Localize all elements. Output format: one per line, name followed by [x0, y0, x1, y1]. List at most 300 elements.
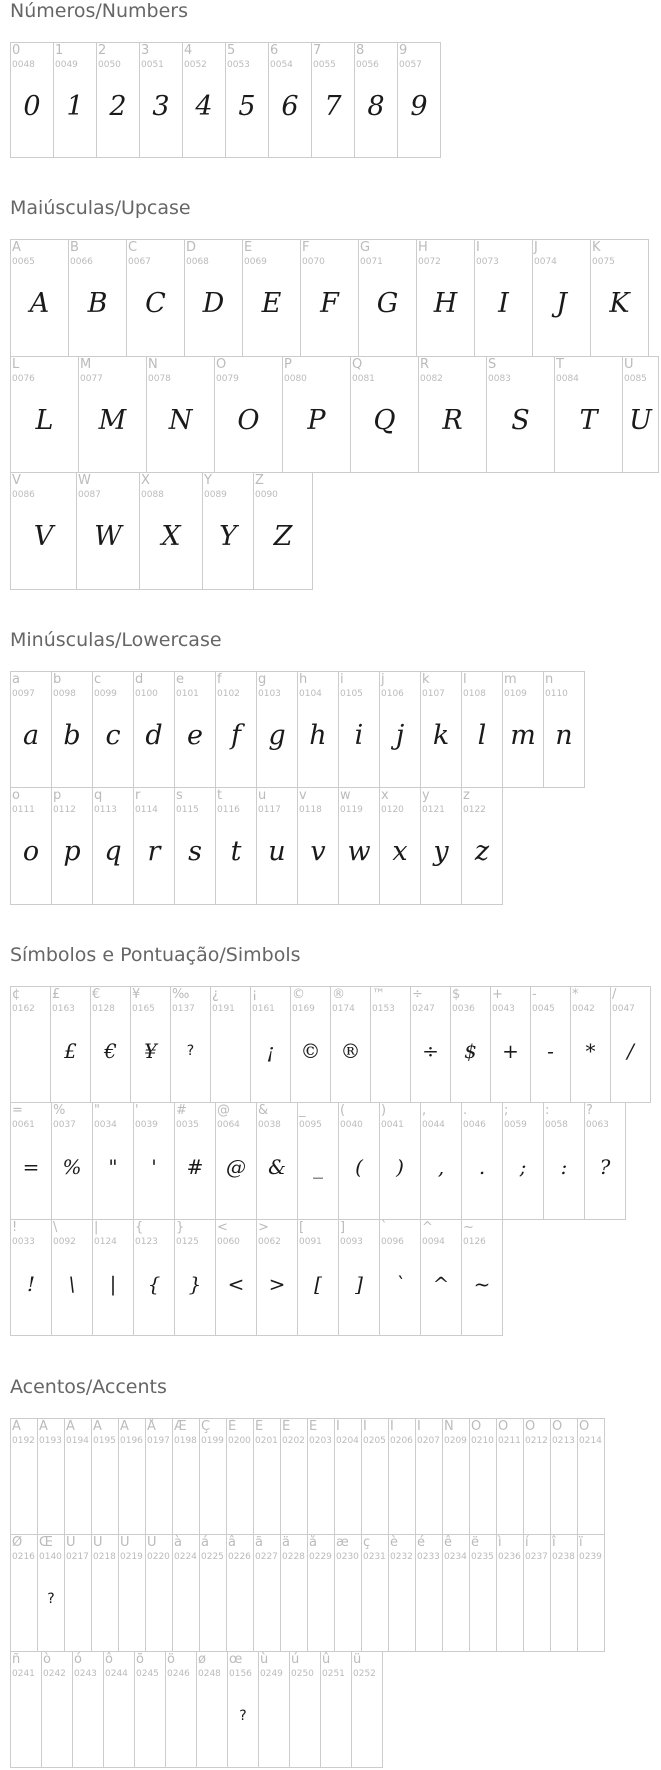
glyph-code: 0250 — [291, 1669, 314, 1679]
glyph-character: a — [12, 672, 20, 687]
glyph-character: Ã — [93, 1419, 102, 1434]
glyph-cell — [282, 356, 351, 473]
glyph-cell — [334, 1534, 362, 1652]
glyph-character: % — [53, 1103, 66, 1118]
glyph-character: e — [176, 672, 184, 687]
glyph-cell — [90, 986, 131, 1103]
glyph-cell — [51, 1219, 93, 1336]
glyph-sample: ¥ — [144, 1039, 157, 1063]
glyph-code: 0227 — [255, 1552, 278, 1562]
glyph-character: Ò — [471, 1419, 482, 1434]
glyph-cell — [461, 1102, 503, 1220]
glyph-code: 0205 — [363, 1436, 386, 1446]
glyph-code: 0080 — [284, 374, 307, 384]
glyph-character: Ú — [93, 1535, 103, 1550]
glyph-sample: Q — [373, 405, 396, 436]
glyph-character: T — [556, 357, 564, 372]
glyph-cell — [10, 1534, 38, 1652]
glyph-code: 0040 — [340, 1120, 363, 1130]
glyph-sample: u — [268, 836, 286, 867]
glyph-cell — [338, 787, 380, 905]
glyph-code: 0162 — [12, 1004, 35, 1014]
glyph-cell — [268, 42, 312, 158]
glyph-character: w — [340, 788, 351, 803]
glyph-sample: G — [376, 288, 399, 319]
glyph-cell — [523, 1534, 551, 1652]
glyph-sample: h — [309, 720, 327, 751]
glyph-character: q — [94, 788, 103, 803]
glyph-character: ø — [198, 1652, 206, 1667]
glyph-character: + — [492, 987, 503, 1002]
glyph-cell — [420, 787, 462, 905]
glyph-cell — [92, 1102, 134, 1220]
glyph-cell — [174, 1219, 216, 1336]
glyph-character: B — [70, 240, 79, 255]
glyph-cell — [118, 1534, 146, 1652]
glyph-cell — [415, 1418, 443, 1535]
glyph-cell — [461, 787, 503, 905]
glyph-character: õ — [136, 1652, 144, 1667]
glyph-code: 0097 — [12, 689, 35, 699]
glyph-character: ú — [291, 1652, 300, 1667]
glyph-character: ? — [586, 1103, 593, 1118]
glyph-code: 0048 — [12, 60, 35, 70]
glyph-sample: C — [145, 288, 166, 319]
glyph-cell — [577, 1534, 605, 1652]
glyph-character: c — [94, 672, 102, 687]
glyph-sample: v — [310, 836, 326, 867]
glyph-cell — [397, 42, 441, 158]
glyph-cell — [10, 1102, 52, 1220]
glyph-sample: ! — [26, 1272, 36, 1296]
glyph-cell — [577, 1418, 605, 1535]
glyph-character: ¢ — [12, 987, 21, 1002]
glyph-character: ; — [504, 1103, 509, 1118]
glyph-cell — [442, 1534, 470, 1652]
glyph-sample: a — [22, 720, 40, 751]
glyph-cell — [330, 986, 371, 1103]
glyph-cell — [256, 1102, 298, 1220]
glyph-code: 0165 — [132, 1004, 155, 1014]
glyph-sample: | — [109, 1272, 117, 1296]
glyph-code: 0218 — [93, 1552, 116, 1562]
glyph-code: 0083 — [488, 374, 511, 384]
glyph-code: 0066 — [70, 257, 93, 267]
glyph-character: 4 — [184, 43, 193, 58]
glyph-cell — [10, 356, 79, 473]
glyph-character: Ä — [120, 1419, 129, 1434]
glyph-code: 0247 — [412, 1004, 435, 1014]
glyph-character: ^ — [422, 1220, 433, 1235]
glyph-code: 0242 — [43, 1669, 66, 1679]
glyph-cell — [388, 1534, 416, 1652]
glyph-cell — [172, 1418, 200, 1535]
glyph-cell — [297, 1219, 339, 1336]
glyph-code: 0109 — [504, 689, 527, 699]
glyph-character: A — [12, 240, 21, 255]
glyph-cell — [420, 1102, 462, 1220]
glyph-cell — [53, 42, 97, 158]
glyph-code: 0072 — [418, 257, 441, 267]
glyph-cell — [351, 1651, 383, 1768]
glyph-code: 0073 — [476, 257, 499, 267]
glyph-code: 0052 — [184, 60, 207, 70]
glyph-code: 0193 — [39, 1436, 62, 1446]
glyph-character: ï — [579, 1535, 583, 1550]
glyph-code: 0108 — [463, 689, 486, 699]
glyph-sample: ® — [340, 1039, 361, 1063]
glyph-character: x — [381, 788, 389, 803]
glyph-sample: ¡ — [266, 1039, 275, 1063]
glyph-code: 0094 — [422, 1237, 445, 1247]
glyph-sample: d — [145, 720, 163, 751]
glyph-cell — [72, 1651, 104, 1768]
glyph-sample: 0 — [23, 91, 41, 122]
glyph-code: 0090 — [255, 490, 278, 500]
glyph-cell — [532, 239, 591, 357]
glyph-code: 0169 — [292, 1004, 315, 1014]
glyph-character: Â — [66, 1419, 75, 1434]
glyph-code: 0110 — [545, 689, 568, 699]
glyph-sample: < — [227, 1272, 245, 1296]
glyph-sample: £ — [64, 1039, 77, 1063]
glyph-code: 0058 — [545, 1120, 568, 1130]
glyph-character: ÷ — [412, 987, 423, 1002]
glyph-character: I — [476, 240, 480, 255]
glyph-cell — [51, 671, 93, 788]
glyph-code: 0195 — [93, 1436, 116, 1446]
glyph-character: Å — [147, 1419, 156, 1434]
glyph-code: 0114 — [135, 805, 158, 815]
glyph-sample: , — [437, 1155, 445, 1179]
glyph-cell — [76, 472, 140, 590]
glyph-code: 0050 — [98, 60, 121, 70]
glyph-code: 0204 — [336, 1436, 359, 1446]
accents-section-title: Acentos/Accents — [10, 1376, 167, 1398]
glyph-code: 0228 — [282, 1552, 305, 1562]
glyph-code: 0054 — [270, 60, 293, 70]
glyph-cell — [461, 1219, 503, 1336]
glyph-cell — [554, 356, 623, 473]
glyph-character: ™ — [372, 987, 385, 1002]
glyph-sample: 1 — [66, 91, 84, 122]
glyph-cell — [10, 42, 54, 158]
glyph-cell — [10, 1651, 42, 1768]
glyph-cell — [92, 787, 134, 905]
glyph-character: ì — [498, 1535, 502, 1550]
glyph-code: 0092 — [53, 1237, 76, 1247]
glyph-sample: ] — [355, 1272, 363, 1296]
glyph-code: 0219 — [120, 1552, 143, 1562]
glyph-character: ö — [167, 1652, 175, 1667]
glyph-sample: 4 — [195, 91, 213, 122]
glyph-cell — [550, 1418, 578, 1535]
glyph-code: 0111 — [12, 805, 35, 815]
glyph-sample: I — [498, 288, 509, 319]
glyph-cell — [37, 1418, 65, 1535]
glyph-character: u — [258, 788, 267, 803]
glyph-sample: D — [202, 288, 225, 319]
glyph-cell — [210, 986, 251, 1103]
glyph-code: 0116 — [217, 805, 240, 815]
glyph-cell — [145, 1534, 173, 1652]
glyph-character: * — [572, 987, 579, 1002]
glyph-sample: [ — [314, 1272, 322, 1296]
glyph-character: È — [228, 1419, 237, 1434]
glyph-character: l — [463, 672, 467, 687]
glyph-code: 0209 — [444, 1436, 467, 1446]
glyph-cell — [10, 986, 51, 1103]
glyph-cell — [570, 986, 611, 1103]
glyph-sample: w — [347, 836, 371, 867]
glyph-code: 0128 — [92, 1004, 115, 1014]
glyph-character: æ — [336, 1535, 349, 1550]
glyph-cell — [10, 1219, 52, 1336]
upcase-section-title: Maiúsculas/Upcase — [10, 197, 191, 219]
glyph-cell — [182, 42, 226, 158]
glyph-code: 0212 — [525, 1436, 548, 1446]
glyph-sample: k — [432, 720, 450, 751]
glyph-code: 0084 — [556, 374, 579, 384]
glyph-code: 0237 — [525, 1552, 548, 1562]
glyph-sample: : — [560, 1155, 568, 1179]
glyph-character: { — [135, 1220, 144, 1235]
glyph-sample: ( — [355, 1155, 363, 1179]
glyph-sample: K — [609, 288, 630, 319]
glyph-cell — [41, 1651, 73, 1768]
glyph-character: & — [258, 1103, 269, 1118]
glyph-cell — [227, 1651, 259, 1768]
glyph-code: 0241 — [12, 1669, 35, 1679]
glyph-cell — [242, 239, 301, 357]
glyph-cell — [96, 42, 140, 158]
glyph-character: Ñ — [444, 1419, 454, 1434]
glyph-sample: o — [22, 836, 40, 867]
glyph-code: 0243 — [74, 1669, 97, 1679]
glyph-code: 0044 — [422, 1120, 445, 1130]
glyph-character: _ — [299, 1103, 306, 1118]
glyph-code: 0225 — [201, 1552, 224, 1562]
glyph-cell — [297, 671, 339, 788]
glyph-character: œ — [229, 1652, 243, 1667]
glyph-cell — [253, 472, 313, 590]
glyph-character: ç — [363, 1535, 371, 1550]
glyph-code: 0248 — [198, 1669, 221, 1679]
glyph-cell — [256, 787, 298, 905]
glyph-cell — [320, 1651, 352, 1768]
glyph-cell — [474, 239, 533, 357]
glyph-sample: A — [29, 288, 50, 319]
glyph-code: 0103 — [258, 689, 281, 699]
glyph-character: h — [299, 672, 308, 687]
glyph-cell — [215, 1219, 257, 1336]
glyph-code: 0202 — [282, 1436, 305, 1446]
glyph-code: 0214 — [579, 1436, 602, 1446]
glyph-code: 0075 — [592, 257, 615, 267]
glyph-cell — [215, 787, 257, 905]
glyph-character: 2 — [98, 43, 107, 58]
glyph-code: 0126 — [463, 1237, 486, 1247]
glyph-character: N — [148, 357, 158, 372]
glyph-code: 0056 — [356, 60, 379, 70]
glyph-code: 0057 — [399, 60, 422, 70]
glyph-code: 0091 — [299, 1237, 322, 1247]
glyph-code: 0102 — [217, 689, 240, 699]
glyph-character: X — [141, 473, 150, 488]
glyph-character: £ — [52, 987, 61, 1002]
glyph-cell — [280, 1418, 308, 1535]
glyph-sample: { — [147, 1272, 161, 1296]
glyph-cell — [442, 1418, 470, 1535]
glyph-cell — [174, 671, 216, 788]
glyph-cell — [415, 1534, 443, 1652]
glyph-code: 0099 — [94, 689, 117, 699]
glyph-character: ë — [471, 1535, 479, 1550]
glyph-code: 0213 — [552, 1436, 575, 1446]
glyph-code: 0098 — [53, 689, 76, 699]
glyph-code: 0192 — [12, 1436, 35, 1446]
glyph-cell — [199, 1418, 227, 1535]
glyph-cell — [256, 671, 298, 788]
glyph-character: J — [534, 240, 538, 255]
glyph-code: 0065 — [12, 257, 35, 267]
glyph-code: 0174 — [332, 1004, 355, 1014]
glyph-character: n — [545, 672, 554, 687]
glyph-character: F — [302, 240, 310, 255]
glyph-code: 0252 — [353, 1669, 376, 1679]
glyph-code: 0096 — [381, 1237, 404, 1247]
glyph-character: ! — [12, 1220, 18, 1235]
glyph-code: 0224 — [174, 1552, 197, 1562]
glyph-code: 0124 — [94, 1237, 117, 1247]
glyph-code: 0064 — [217, 1120, 240, 1130]
glyph-code: 0229 — [309, 1552, 332, 1562]
glyph-cell — [338, 1102, 380, 1220]
glyph-cell — [165, 1651, 197, 1768]
glyph-code: 0081 — [352, 374, 375, 384]
glyph-sample: 7 — [324, 91, 342, 122]
glyph-cell — [379, 787, 421, 905]
glyph-code: 0067 — [128, 257, 151, 267]
glyph-sample: F — [320, 288, 339, 319]
glyph-cell — [215, 671, 257, 788]
glyph-cell — [290, 986, 331, 1103]
glyph-code: 0194 — [66, 1436, 89, 1446]
glyph-sample: @ — [226, 1155, 246, 1179]
glyph-character: > — [258, 1220, 269, 1235]
glyph-sample: m — [510, 720, 536, 751]
glyph-code: 0235 — [471, 1552, 494, 1562]
glyph-cell — [502, 1102, 544, 1220]
glyph-sample: J — [556, 288, 567, 319]
glyph-code: 0055 — [313, 60, 336, 70]
glyph-code: 0069 — [244, 257, 267, 267]
glyph-character: \ — [53, 1220, 58, 1235]
glyph-cell — [50, 986, 91, 1103]
glyph-sample: i — [354, 720, 364, 751]
glyph-character: p — [53, 788, 62, 803]
glyph-code: 0236 — [498, 1552, 521, 1562]
glyph-code: 0196 — [120, 1436, 143, 1446]
glyph-character: À — [12, 1419, 21, 1434]
glyph-character: 1 — [55, 43, 64, 58]
glyph-character: f — [217, 672, 222, 687]
glyph-code: 0163 — [52, 1004, 75, 1014]
glyph-sample: ^ — [432, 1272, 450, 1296]
glyph-cell — [130, 986, 171, 1103]
glyph-sample: 6 — [281, 91, 299, 122]
glyph-character: â — [228, 1535, 236, 1550]
glyph-sample: y — [433, 836, 449, 867]
glyph-sample: ? — [239, 1708, 247, 1724]
glyph-character: ' — [135, 1103, 139, 1118]
glyph-character: ã — [255, 1535, 263, 1550]
glyph-code: 0220 — [147, 1552, 170, 1562]
glyph-sample: & — [268, 1155, 286, 1179]
glyph-code: 0156 — [229, 1669, 252, 1679]
glyph-cell — [379, 1102, 421, 1220]
glyph-cell — [51, 1102, 93, 1220]
glyph-code: 0120 — [381, 805, 404, 815]
glyph-sample: $ — [464, 1039, 477, 1063]
glyph-cell — [496, 1418, 524, 1535]
glyph-cell — [610, 986, 651, 1103]
glyph-code: 0211 — [498, 1436, 521, 1446]
glyph-character: r — [135, 788, 141, 803]
glyph-code: 0106 — [381, 689, 404, 699]
glyph-cell — [174, 1102, 216, 1220]
glyph-cell — [418, 356, 487, 473]
glyph-character: 9 — [399, 43, 408, 58]
glyph-code: 0078 — [148, 374, 171, 384]
glyph-code: 0245 — [136, 1669, 159, 1679]
glyph-cell — [307, 1418, 335, 1535]
glyph-sample: r — [147, 836, 161, 867]
glyph-cell — [133, 1102, 175, 1220]
glyph-sample: * — [585, 1039, 596, 1063]
glyph-cell — [10, 1418, 38, 1535]
glyph-character: # — [176, 1103, 187, 1118]
glyph-sample: Y — [219, 521, 237, 552]
glyph-cell — [103, 1651, 135, 1768]
glyph-sample: ÷ — [422, 1039, 439, 1063]
glyph-character: 7 — [313, 43, 322, 58]
glyph-cell — [354, 42, 398, 158]
glyph-code: 0082 — [420, 374, 443, 384]
glyph-cell — [139, 472, 203, 590]
glyph-sample: . — [478, 1155, 486, 1179]
glyph-code: 0244 — [105, 1669, 128, 1679]
glyph-character: Ô — [525, 1419, 536, 1434]
glyph-sample: B — [87, 288, 108, 319]
glyph-sample: R — [442, 405, 463, 436]
glyph-cell — [469, 1418, 497, 1535]
glyph-code: 0087 — [78, 490, 101, 500]
glyph-cell — [379, 1219, 421, 1336]
glyph-sample: _ — [313, 1155, 323, 1179]
glyph-sample: 5 — [238, 91, 256, 122]
glyph-code: 0062 — [258, 1237, 281, 1247]
glyph-code: 0239 — [579, 1552, 602, 1562]
glyph-sample: ; — [519, 1155, 527, 1179]
glyph-code: 0249 — [260, 1669, 283, 1679]
glyph-character: d — [135, 672, 144, 687]
glyph-character: b — [53, 672, 62, 687]
glyph-character: Ø — [12, 1535, 23, 1550]
glyph-character: E — [244, 240, 253, 255]
glyph-cell — [174, 787, 216, 905]
glyph-code: 0137 — [172, 1004, 195, 1014]
